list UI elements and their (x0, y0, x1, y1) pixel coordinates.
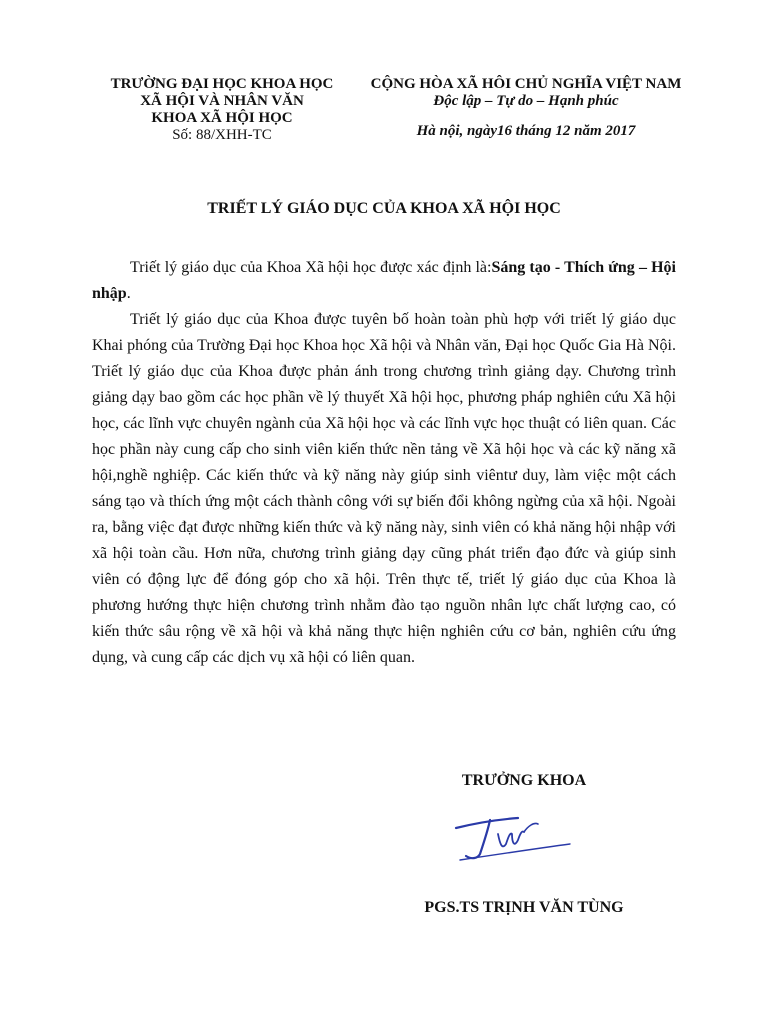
paragraph-2: Triết lý giáo dục của Khoa được tuyên bố hoàn toàn phù hợp với triết lý giáo dục Khai phóng của Trường Đại học Khoa học Xã hội và Nhân văn, Đại học Quốc Gia Hà Nội. Triết lý giáo dục của Khoa được phản ánh trong chương trình giảng dạy. Chương trình giảng dạy bao gồm các học phần về lý thuyết Xã hội học, phương pháp nghiên cứu Xã hội học, các lĩnh vực chuyên ngành của Xã hội học và các lĩnh vực học thuật có liên quan. Các học phần này cung cấp cho sinh viên kiến thức nền tảng về Xã hội học và các kỹ năng xã hội,nghề nghiệp. Các kiến thức và kỹ năng này giúp sinh viêntư duy, làm việc một cách sáng tạo và thích ứng một cách thành công với sự biến đổi không ngừng của xã hội. Ngoài ra, bằng việc đạt được những kiến thức và kỹ năng này, sinh viên có khả năng hội nhập với xã hội toàn cầu. Hơn nữa, chương trình giảng dạy cũng phát triển đạo đức và giúp sinh viên có động lực để đóng góp cho xã hội. Trên thực tế, triết lý giáo dục của Khoa là phương hướng thực hiện chương trình nhằm đào tạo nguồn nhân lực chất lượng cao, có kiến thức sâu rộng về xã hội và khả năng thực hiện nghiên cứu cơ bản, nghiên cứu ứng dụng, và cung cấp các dịch vụ xã hội có liên quan. (92, 311, 676, 666)
document-number: Số: 88/XHH-TC (172, 127, 272, 143)
philosophy-statement: Sáng tạo - Thích ứng – Hội nhập (92, 259, 676, 302)
institution-header (92, 76, 352, 144)
faculty-name: KHOA XÃ HỘI HỌC (151, 110, 293, 126)
university-name-line2: XÃ HỘI VÀ NHÂN VĂN (140, 93, 304, 109)
paragraph-1-end: . (126, 285, 131, 302)
country-name: CỘNG HÒA XÃ HÔI CHỦ NGHĨA VIỆT NAM (370, 76, 682, 92)
national-header (352, 76, 700, 140)
national-motto: Độc lập – Tự do – Hạnh phúc (433, 93, 619, 109)
signer-role: TRƯỞNG KHOA (461, 772, 587, 789)
handwritten-signature (420, 804, 620, 866)
signer-name: PGS.TS TRỊNH VĂN TÙNG (424, 899, 624, 916)
university-name-line1: TRƯỜNG ĐẠI HỌC KHOA HỌC (110, 76, 334, 92)
document-date: Hà nội, ngày16 tháng 12 năm 2017 (416, 123, 636, 139)
document-body (92, 255, 676, 671)
document-title: TRIẾT LÝ GIÁO DỤC CỦA KHOA XÃ HỘI HỌC (207, 200, 561, 217)
paragraph-1 (92, 255, 676, 307)
paragraph-1-text: Triết lý giáo dục của Khoa Xã hội học được xác định là: (130, 259, 492, 276)
